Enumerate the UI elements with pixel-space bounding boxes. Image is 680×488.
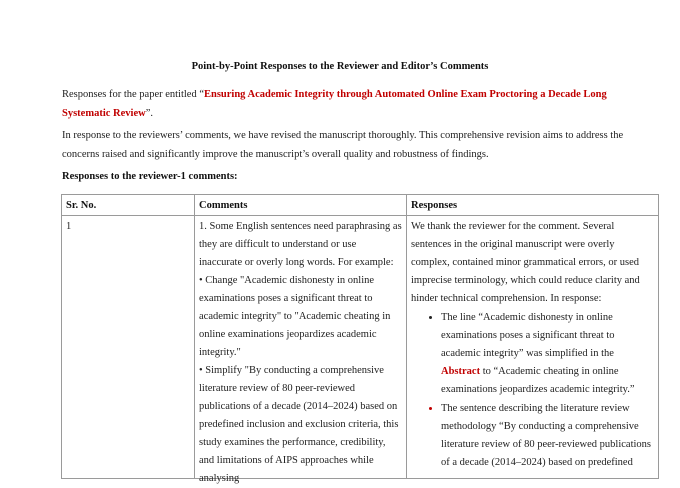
- response-text: The line “Academic dishonesty in online examinations poses a significant threat to academic integrity” was simplified in the: [441, 312, 615, 359]
- response-bullet: [441, 399, 654, 472]
- section-heading: Responses to the reviewer-1 comments:: [62, 171, 238, 182]
- document-title: Point-by-Point Responses to the Reviewer and Editor’s Comments: [191, 61, 489, 72]
- comment-line: • Change "Academic dishonesty in online examinations poses a significant threat to academic integrity" to "Academic cheating in online examinations jeopardizes academic integrity.": [199, 275, 391, 358]
- paper-title: Ensuring Academic Integrity through Automated Online Exam Proctoring a Decade Long Systematic Review: [62, 89, 607, 119]
- intro-prefix: Responses for the paper entitled “: [62, 89, 204, 100]
- response-text: to “Academic cheating in online examinations jeopardizes academic integrity.”: [441, 366, 635, 395]
- header-comments: Comments: [195, 195, 407, 216]
- response-text: The sentence describing the literature review methodology “By conducting a comprehensive literature review of 80 peer-reviewed publications of a decade (2014–2024) based on predefined: [441, 403, 651, 468]
- header-responses: Responses: [407, 195, 659, 216]
- row-sr-no: [62, 216, 195, 479]
- row-response: [407, 216, 659, 479]
- revision-paragraph: In response to the reviewers’ comments, we have revised the manuscript thoroughly. This comprehensive revision aims to address the concerns raised and significantly improve the manuscript’s overall quality and robustness of findings.: [62, 130, 624, 160]
- table-row: [62, 216, 659, 479]
- header-sr-no: Sr. No.: [62, 195, 195, 216]
- response-bullet: [441, 308, 654, 399]
- comment-line: • Simplify "By conducting a comprehensive literature review of 80 peer-reviewed publications of a decade (2014–2024) based on predefined inclusion and exclusion criteria, this study examines the performance, credibility, and limitations of AIPS approaches while analysing: [199, 365, 399, 484]
- comment-line: 1. Some English sentences need paraphrasing as they are difficult to understand or use inaccurate or overly long words. For example:: [199, 221, 402, 268]
- row-comment: [195, 216, 407, 484]
- table-header-row: [62, 195, 659, 216]
- intro-paragraph: [62, 85, 642, 123]
- intro-suffix: ”.: [145, 108, 153, 119]
- abstract-highlight: Abstract: [441, 366, 481, 377]
- response-list: [411, 308, 654, 472]
- sr-number: 1: [66, 221, 72, 232]
- responses-table: [61, 194, 659, 484]
- response-intro: We thank the reviewer for the comment. Several sentences in the original manuscript were overly complex, contained minor grammatical errors, or used imprecise terminology, which could reduce clarity and hinder technical comprehension. In response:: [411, 221, 640, 304]
